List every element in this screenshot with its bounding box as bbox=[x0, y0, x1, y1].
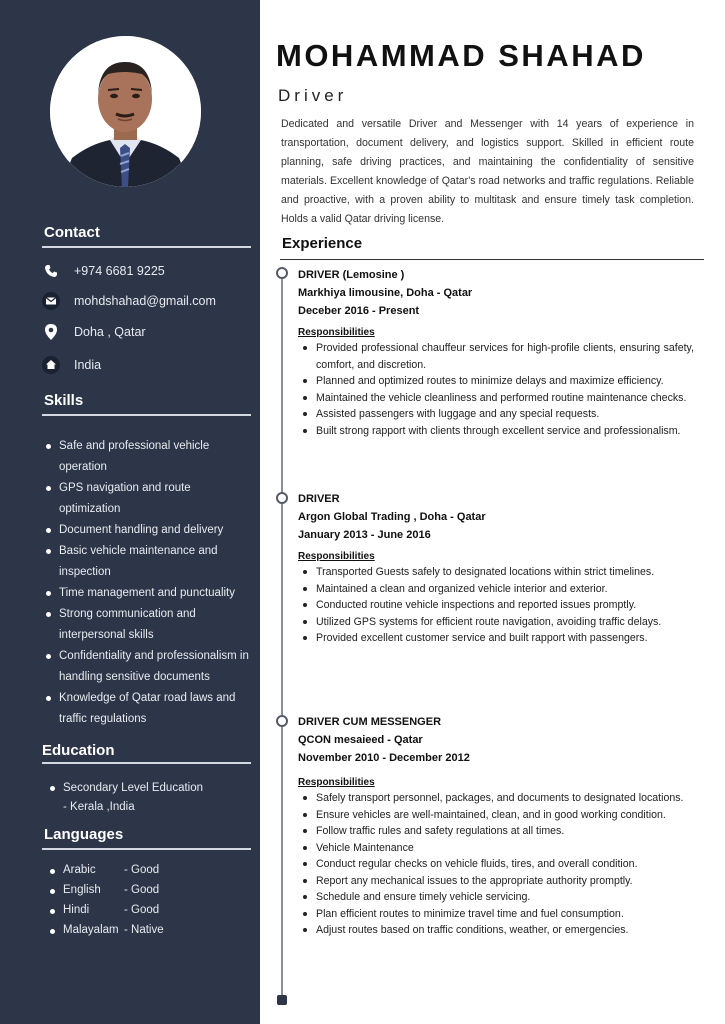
experience-heading: Experience bbox=[282, 235, 363, 252]
education-item: Secondary Level Education bbox=[48, 779, 248, 798]
mail-icon bbox=[42, 292, 60, 310]
skill-item: Basic vehicle maintenance and inspection bbox=[44, 541, 254, 583]
responsibility-item: Ensure vehicles are well-maintained, clean, and in good working condition. bbox=[298, 807, 694, 824]
skill-item: Safe and professional vehicle operation bbox=[44, 436, 254, 478]
responsibilities-label: Responsibilities bbox=[298, 777, 375, 788]
language-item: Malayalam - Native bbox=[48, 922, 248, 942]
skill-item: Strong communication and interpersonal skills bbox=[44, 604, 254, 646]
responsibilities-label: Responsibilities bbox=[298, 551, 375, 562]
responsibility-item: Follow traffic rules and safety regulations at all times. bbox=[298, 823, 694, 840]
education-location: - Kerala ,India bbox=[63, 801, 135, 813]
job-company: QCON mesaieed - Qatar bbox=[298, 734, 423, 746]
skill-item: GPS navigation and route optimization bbox=[44, 478, 254, 520]
job-dates: Deceber 2016 - Present bbox=[298, 305, 420, 317]
language-item: English - Good bbox=[48, 882, 248, 902]
job-dates: January 2013 - June 2016 bbox=[298, 529, 431, 541]
profile-photo bbox=[50, 36, 201, 187]
responsibility-item: Safely transport personnel, packages, and documents to designated locations. bbox=[298, 790, 694, 807]
responsibility-item: Adjust routes based on traffic conditions, weather, or emergencies. bbox=[298, 922, 694, 939]
job-entry bbox=[298, 490, 694, 647]
responsibility-item: Schedule and ensure timely vehicle servicing. bbox=[298, 889, 694, 906]
skill-item: Document handling and delivery bbox=[44, 520, 254, 541]
job-entry bbox=[298, 713, 694, 939]
languages-divider bbox=[42, 848, 251, 850]
responsibility-item: Built strong rapport with clients through excellent service and professionalism. bbox=[298, 423, 694, 440]
responsibility-item: Transported Guests safely to designated locations within strict timelines. bbox=[298, 564, 694, 581]
skills-divider bbox=[42, 414, 251, 416]
sidebar bbox=[0, 0, 260, 1024]
responsibility-item: Maintained the vehicle cleanliness and performed routine maintenance checks. bbox=[298, 390, 694, 407]
responsibility-item: Provided professional chauffeur services for high-profile clients, ensuring safety, comfort, and discretion. bbox=[298, 340, 694, 373]
contact-divider bbox=[42, 246, 251, 248]
job-role: Driver bbox=[278, 86, 348, 105]
responsibility-item: Plan efficient routes to minimize travel time and fuel consumption. bbox=[298, 906, 694, 923]
contact-email: mohdshahad@gmail.com bbox=[42, 290, 216, 312]
responsibility-item: Conduct regular checks on vehicle fluids, tires, and overall condition. bbox=[298, 856, 694, 873]
education-heading: Education bbox=[42, 742, 115, 759]
education-divider bbox=[42, 762, 251, 764]
responsibility-item: Planned and optimized routes to minimize delays and maximize efficiency. bbox=[298, 373, 694, 390]
skill-item: Confidentiality and professionalism in handling sensitive documents bbox=[44, 646, 254, 688]
timeline-end bbox=[277, 995, 287, 1005]
job-title: DRIVER (Lemosine ) bbox=[298, 269, 405, 281]
timeline-node bbox=[276, 267, 288, 279]
skills-list bbox=[44, 436, 254, 730]
responsibilities-list bbox=[298, 564, 694, 647]
location-pin-icon bbox=[42, 323, 60, 341]
profile-summary: Dedicated and versatile Driver and Messenger with 14 years of experience in transportation, document delivery, and logistics support. Skilled in efficient route planning, safe driving practices, and maintaining the confidentiality of sensitive materials. Excellent knowledge of Qatar's road networks and traffic regulations. Reliable and proactive, with a proven ability to multitask and ensure timely task completion. Holds a valid Qatar driving license. bbox=[281, 118, 694, 225]
timeline-node bbox=[276, 715, 288, 727]
timeline-line bbox=[281, 273, 283, 1001]
responsibility-item: Conducted routine vehicle inspections and reported issues promptly. bbox=[298, 597, 694, 614]
responsibility-item: Report any mechanical issues to the appropriate authority promptly. bbox=[298, 873, 694, 890]
contact-location: Doha , Qatar bbox=[42, 321, 146, 343]
education-list bbox=[48, 779, 248, 817]
language-item: Arabic - Good bbox=[48, 862, 248, 882]
language-item: Hindi - Good bbox=[48, 902, 248, 922]
responsibility-item: Provided excellent customer service and built rapport with passengers. bbox=[298, 630, 694, 647]
skill-item: Time management and punctuality bbox=[44, 583, 254, 604]
phone-icon bbox=[42, 262, 60, 280]
job-title: DRIVER bbox=[298, 493, 340, 505]
job-company: Argon Global Trading , Doha - Qatar bbox=[298, 511, 486, 523]
languages-heading: Languages bbox=[44, 826, 124, 843]
job-title: DRIVER CUM MESSENGER bbox=[298, 716, 442, 728]
job-dates: November 2010 - December 2012 bbox=[298, 752, 470, 764]
timeline-node bbox=[276, 492, 288, 504]
responsibility-item: Assisted passengers with luggage and any special requests. bbox=[298, 406, 694, 423]
candidate-name: MOHAMMAD SHAHAD bbox=[276, 38, 646, 73]
contact-phone: +974 6681 9225 bbox=[42, 260, 165, 282]
responsibility-item: Vehicle Maintenance bbox=[298, 840, 694, 857]
job-company: Markhiya limousine, Doha - Qatar bbox=[298, 287, 473, 299]
job-entry bbox=[298, 266, 694, 439]
responsibilities-list bbox=[298, 790, 694, 939]
contact-heading: Contact bbox=[44, 224, 100, 241]
responsibilities-list bbox=[298, 340, 694, 439]
responsibility-item: Utilized GPS systems for efficient route navigation, avoiding traffic delays. bbox=[298, 614, 694, 631]
skill-item: Knowledge of Qatar road laws and traffic regulations bbox=[44, 688, 254, 730]
languages-list bbox=[48, 862, 248, 942]
contact-home: India bbox=[42, 354, 101, 376]
skills-heading: Skills bbox=[44, 392, 84, 409]
home-icon bbox=[42, 356, 60, 374]
responsibilities-label: Responsibilities bbox=[298, 327, 375, 338]
experience-divider bbox=[280, 259, 704, 260]
responsibility-item: Maintained a clean and organized vehicle interior and exterior. bbox=[298, 581, 694, 598]
